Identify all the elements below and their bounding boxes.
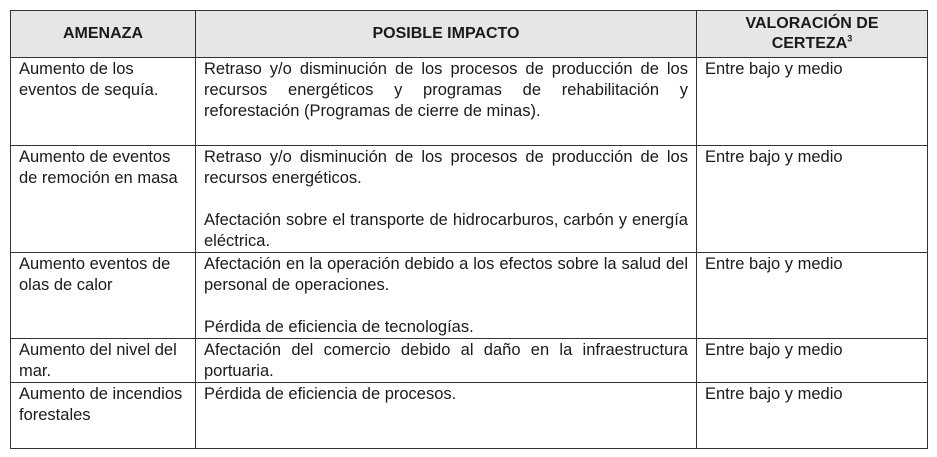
certainty-cell: Entre bajo y medio [697,253,928,339]
threat-cell: Aumento eventos de olas de calor [11,253,196,339]
table-row [11,58,928,146]
table-row [11,146,928,253]
table-row [11,383,928,449]
threat-impact-table [10,10,928,449]
threat-cell: Aumento de eventos de remoción en masa [11,146,196,253]
certainty-cell: Entre bajo y medio [697,383,928,449]
impact-cell [196,383,697,449]
certainty-cell: Entre bajo y medio [697,146,928,253]
impact-cell [196,339,697,383]
impact-paragraph: Retraso y/o disminución de los procesos de producción de los recursos energéticos y programas de rehabilitación y reforestación (Programas de cierre de minas). [204,60,688,120]
header-certainty [697,11,928,58]
threat-cell: Aumento del nivel del mar. [11,339,196,383]
impact-cell [196,146,697,253]
impact-paragraph: Pérdida de eficiencia de procesos. [204,385,457,403]
table-header-row [11,11,928,58]
impact-paragraph: Afectación del comercio debido al daño en la infraestructura portuaria. [204,341,688,380]
table-row [11,253,928,339]
impact-paragraph: Afectación en la operación debido a los efectos sobre la salud del personal de operaciones. [204,255,688,294]
impact-paragraph: Afectación sobre el transporte de hidrocarburos, carbón y energía eléctrica. [204,211,688,250]
header-threat: AMENAZA [11,11,196,58]
impact-cell [196,58,697,146]
header-impact: POSIBLE IMPACTO [196,11,697,58]
impact-cell [196,253,697,339]
threat-cell: Aumento de los eventos de sequía. [11,58,196,146]
header-certainty-label: VALORACIÓN DE CERTEZA [745,15,879,52]
certainty-cell: Entre bajo y medio [697,58,928,146]
impact-paragraph: Pérdida de eficiencia de tecnologías. [204,318,474,336]
table-row [11,339,928,383]
impact-paragraph: Retraso y/o disminución de los procesos de producción de los recursos energéticos. [204,148,688,187]
footnote-marker: 3 [847,33,853,44]
threat-cell: Aumento de incendios forestales [11,383,196,449]
certainty-cell: Entre bajo y medio [697,339,928,383]
